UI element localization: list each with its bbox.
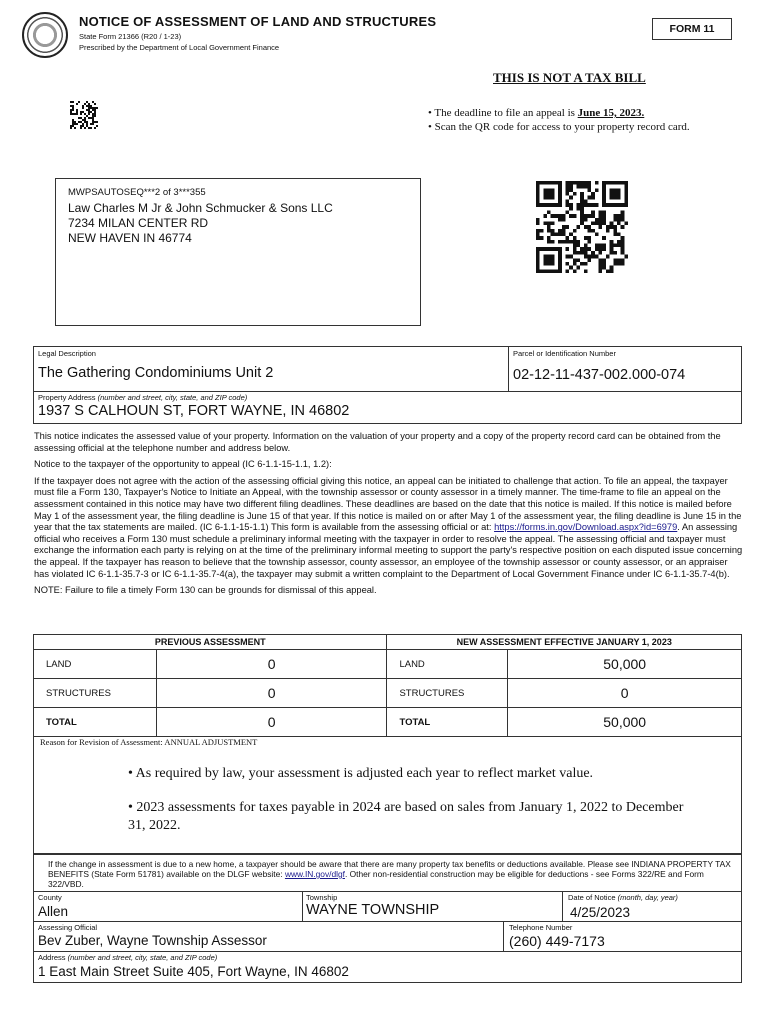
notice-paragraph-4: NOTE: Failure to file a timely Form 130 can be grounds for dismissal of this appeal. xyxy=(34,585,377,596)
prescribed-by: Prescribed by the Department of Local Government Finance xyxy=(79,43,280,52)
notice-paragraph-2: Notice to the taxpayer of the opportunity to appeal (IC 6-1.1-15-1.1, 1.2): xyxy=(34,459,332,470)
benefits-text-b: . Other non-residential construction may be eligible for deductions - see Forms 322/RE and Form 322/VBD. xyxy=(48,869,704,889)
appeal-text-a: If the taxpayer does not agree with the action of the assessing official giving this notice, an appeal can be initiated to challenge that action. To file an appeal, the taxpayer must file a Form 130, Taxpayer's Notice to Initiate an Appeal, with the township assessor or county assessor in a timely manner. The time-frame to file an appeal on the assessment contained in this notice may have two different filing deadlines. These deadlines are based on the date that this notice is mailed. If this notice is mailed before May 1 of the assessment year, the filing deadline is June 15 of that year. If this notice is mailed on or after May 1 of the assessment year, the filing deadline is June 15 in the year that the tax statements are mailed. (IC 6-1.1-15-1.1) This form is available from the assessing official or at: xyxy=(34,475,742,533)
total-prev-value: 0 xyxy=(156,708,387,737)
telephone-value: (260) 449-7173 xyxy=(509,933,605,949)
township-value: WAYNE TOWNSHIP xyxy=(306,902,440,918)
legal-description-label: Legal Description xyxy=(38,349,96,358)
recipient-city: NEW HAVEN IN 46774 xyxy=(68,231,192,245)
county-label: County xyxy=(38,893,62,902)
reason-bullet-1: • As required by law, your assessment is adjusted each year to reflect market value. xyxy=(128,766,594,781)
notice-text xyxy=(34,431,744,602)
deadline-info xyxy=(428,106,690,134)
deadline-date: June 15, 2023. xyxy=(577,107,645,119)
structures-new-value: 0 xyxy=(508,679,742,708)
small-barcode-icon xyxy=(70,101,98,129)
official-address-label-note: (number and street, city, state, and ZIP code) xyxy=(67,953,218,962)
parcel-number-label: Parcel or Identification Number xyxy=(513,349,616,358)
assessment-header-row xyxy=(34,635,742,650)
township-label: Township xyxy=(306,893,338,902)
property-address-label-note: (number and street, city, state, and ZIP code) xyxy=(97,393,248,402)
reason-bullet-2: • 2023 assessments for taxes payable in 2024 are based on sales from January 1, 2022 to December 31, 2022. xyxy=(128,800,684,833)
parcel-number-value: 02-12-11-437-002.000-074 xyxy=(513,367,686,383)
county-value: Allen xyxy=(38,904,69,919)
land-new-value: 50,000 xyxy=(508,650,742,679)
table-row xyxy=(34,708,742,737)
state-form-number: State Form 21366 (R20 / 1-23) xyxy=(79,32,182,41)
county-box xyxy=(33,891,303,922)
total-new-value: 50,000 xyxy=(508,708,742,737)
assessing-official-label: Assessing Official xyxy=(38,923,98,932)
structures-prev-value: 0 xyxy=(156,679,387,708)
form-130-link[interactable]: https://forms.in.gov/Download.aspx?id=6979 xyxy=(494,522,678,533)
telephone-label: Telephone Number xyxy=(509,923,573,932)
not-tax-bill-heading: THIS IS NOT A TAX BILL xyxy=(493,70,646,85)
form-number-box: FORM 11 xyxy=(652,18,732,40)
date-of-notice-label xyxy=(568,893,678,902)
assessing-official-value: Bev Zuber, Wayne Township Assessor xyxy=(38,933,267,948)
table-row xyxy=(34,650,742,679)
notice-paragraph-3 xyxy=(34,476,744,580)
total-label-prev: TOTAL xyxy=(34,708,157,737)
property-address-label-main: Property Address xyxy=(38,393,98,402)
land-label-new: LAND xyxy=(387,650,508,679)
land-label-prev: LAND xyxy=(34,650,157,679)
assessment-table xyxy=(33,634,742,737)
recipient-name: Law Charles M Jr & John Schmucker & Sons LLC xyxy=(68,201,333,215)
property-address-label xyxy=(38,393,247,402)
official-address-label xyxy=(38,953,217,962)
qr-instruction: • Scan the QR code for access to your property record card. xyxy=(428,121,690,133)
new-assessment-header: NEW ASSESSMENT EFFECTIVE JANUARY 1, 2023 xyxy=(387,635,742,650)
official-address-label-main: Address xyxy=(38,953,68,962)
previous-assessment-header: PREVIOUS ASSESSMENT xyxy=(34,635,387,650)
total-label-new: TOTAL xyxy=(387,708,508,737)
benefits-text xyxy=(48,859,738,889)
property-record-qr-code-icon[interactable] xyxy=(536,181,628,273)
appeal-text-b: . An assessing official who receives a Form 130 must schedule a preliminary informal meeting with the taxpayer in order to resolve the appeal. The assessing official and taxpayer must exchange the information each party is relying on at the time of the preliminary informal meeting to support the party's respective position on each disputed issue concerning the appeal. If the taxpayer has reason to believe that the township assessor, county assessor, an employee of the township assessor or county assessor, or an appraiser has violated IC 6-1.1-35.7-3 or IC 6-1.1-35.7-4(a), the taxpayer may submit a written complaint to the Department of Local Government Finance under IC 6-1.1-35.7-4(b). xyxy=(34,522,743,579)
land-prev-value: 0 xyxy=(156,650,387,679)
property-address-value: 1937 S CALHOUN ST, FORT WAYNE, IN 46802 xyxy=(38,403,350,419)
deadline-line xyxy=(428,106,690,120)
reason-label: Reason for Revision of Assessment: ANNUAL ADJUSTMENT xyxy=(40,737,258,747)
state-seal-logo xyxy=(22,12,68,58)
dlgf-website-link[interactable]: www.IN.gov/dlgf xyxy=(284,869,345,879)
table-row xyxy=(34,679,742,708)
deadline-prefix: • The deadline to file an appeal is xyxy=(428,107,578,119)
date-label-note: (month, day, year) xyxy=(617,893,678,902)
reason-for-revision-box xyxy=(33,734,742,854)
legal-description-value: The Gathering Condominiums Unit 2 xyxy=(38,365,274,381)
document-title: NOTICE OF ASSESSMENT OF LAND AND STRUCTURES xyxy=(79,14,437,29)
official-address-value: 1 East Main Street Suite 405, Fort Wayne, IN 46802 xyxy=(38,964,349,979)
mailing-sequence: MWPSAUTOSEQ***2 of 3***355 xyxy=(68,187,206,198)
structures-label-prev: STRUCTURES xyxy=(34,679,157,708)
date-label-main: Date of Notice xyxy=(568,893,618,902)
recipient-street: 7234 MILAN CENTER RD xyxy=(68,216,209,230)
benefits-text-a: If the change in assessment is due to a new home, a taxpayer should be aware that there are many property tax benefits or deductions available. Please see INDIANA PROPERTY TAX BENEFITS (State Form 51781) available on the DLGF website: xyxy=(48,859,731,879)
notice-paragraph-1: This notice indicates the assessed value of your property. Information on the valuation of your property and a copy of the property record card can be obtained from the assessing official at the telephone number and address below. xyxy=(34,431,721,453)
date-of-notice-value: 4/25/2023 xyxy=(570,905,631,920)
structures-label-new: STRUCTURES xyxy=(387,679,508,708)
